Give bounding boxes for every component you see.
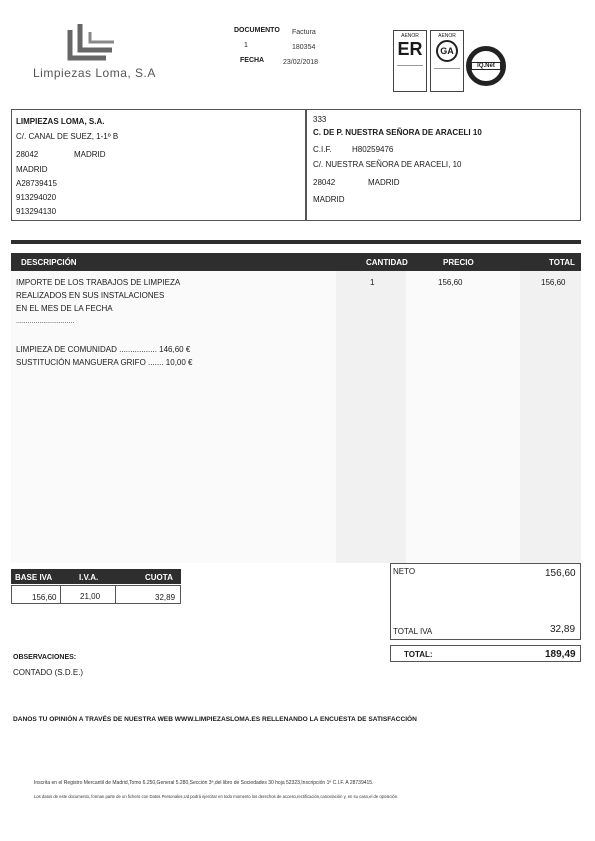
observations-value: CONTADO (S.D.E.) (13, 668, 84, 677)
header-price: PRECIO (443, 258, 474, 267)
company-logo-icon (62, 20, 118, 64)
tax-table-header (11, 569, 181, 584)
tax-iva-value: 21,00 (80, 592, 101, 601)
item-description-dots: .............................. (16, 318, 75, 325)
footer-registry: Inscrita en el Registro Mercantil de Madrid,Tomo 6.250,General 5.280,Sección 3ª,del libro de Sociedades 30 hoja 52323,Inscripción 1ª C.I.F. A 28739415. (34, 780, 374, 786)
header-description: DESCRIPCIÓN (21, 258, 77, 267)
client-postcode: 28042 (313, 178, 336, 187)
client-name: C. DE P. NUESTRA SEÑORA DE ARACELI 10 (313, 128, 482, 137)
item-description-line2: REALIZADOS EN SUS INSTALACIONES (16, 291, 165, 300)
doc-date-label: FECHA (240, 57, 265, 64)
doc-number-value: 180354 (292, 44, 316, 51)
client-province: MADRID (313, 195, 345, 204)
total-iva-value: 32,89 (550, 624, 576, 635)
footer-privacy: Los datos de este documento, forman parte de un fichero con Datos Personales,Ud podrá ejercitar en todo momento los derechos de acceso,rectificación,cancelación y, en su caso,el de oposición. (34, 794, 399, 799)
observations-label: OBSERVACIONES: (13, 654, 77, 661)
iqnet-certificate-icon: IQ.Net (466, 46, 506, 86)
aenor-er-certificate-icon: AENOR ER (393, 30, 427, 92)
client-city: MADRID (368, 178, 400, 187)
tax-header-cuota: CUOTA (145, 573, 173, 582)
total-iva-label: TOTAL IVA (393, 627, 433, 636)
sender-address: C/. CANAL DE SUEZ, 1-1º B (16, 132, 119, 141)
total-column (520, 271, 581, 563)
item-price: 156,60 (438, 278, 463, 287)
sender-name: LIMPIEZAS LOMA, S.A. (16, 117, 105, 126)
item-description-line3: EN EL MES DE LA FECHA (16, 304, 113, 313)
tax-divider-2 (115, 585, 116, 604)
grand-total-label: TOTAL: (404, 650, 433, 659)
header-total: TOTAL (549, 258, 575, 267)
items-table-header (11, 253, 581, 271)
company-logo-name: Limpiezas Loma, S.A (33, 66, 156, 80)
survey-message: DANOS TU OPINIÓN A TRAVÉS DE NUESTRA WEB WWW.LIMPIEZASLOMA.ES RELLENANDO LA ENCUESTA DE SATISFACCIÓN (13, 716, 417, 723)
quantity-column (336, 271, 406, 563)
sender-province: MADRID (16, 165, 48, 174)
sender-cif: A28739415 (16, 179, 57, 188)
sender-postcode: 28042 (16, 150, 39, 159)
sender-fax: 913294130 (16, 207, 57, 216)
section-divider (11, 240, 581, 244)
tax-divider-1 (60, 585, 61, 604)
header-quantity: CANTIDAD (366, 258, 408, 267)
tax-base-value: 156,60 (32, 593, 57, 602)
item-description-line1: IMPORTE DE LOS TRABAJOS DE LIMPIEZA (16, 278, 181, 287)
sender-city: MADRID (74, 150, 106, 159)
tax-header-iva: I.V.A. (79, 573, 99, 582)
tax-cuota-value: 32,89 (155, 593, 176, 602)
item-total: 156,60 (541, 278, 566, 287)
tax-header-base: BASE IVA (15, 573, 53, 582)
sender-phone: 913294020 (16, 193, 57, 202)
doc-date-value: 23/02/2018 (283, 59, 319, 66)
item-quantity: 1 (370, 278, 375, 287)
doc-type-value: Factura (292, 29, 316, 36)
client-cif-label: C.I.F. (313, 145, 332, 154)
aenor-ga-certificate-icon: AENOR GA (430, 30, 464, 92)
doc-type-label: DOCUMENTO (234, 27, 280, 34)
neto-label: NETO (393, 567, 416, 576)
price-column (406, 271, 520, 563)
detail-line-cleaning: LIMPIEZA DE COMUNIDAD ................. 146,60 € (16, 345, 191, 354)
neto-value: 156,60 (545, 568, 576, 579)
detail-line-hose: SUSTITUCIÓN MANGUERA GRIFO ....... 10,00 € (16, 358, 193, 367)
grand-total-value: 189,49 (545, 649, 576, 660)
description-column (11, 271, 336, 563)
client-address: C/. NUESTRA SEÑORA DE ARACELI, 10 (313, 160, 462, 169)
client-code: 333 (313, 115, 327, 124)
client-cif-value: H80259476 (352, 145, 394, 154)
doc-number-label: 1 (244, 42, 248, 49)
